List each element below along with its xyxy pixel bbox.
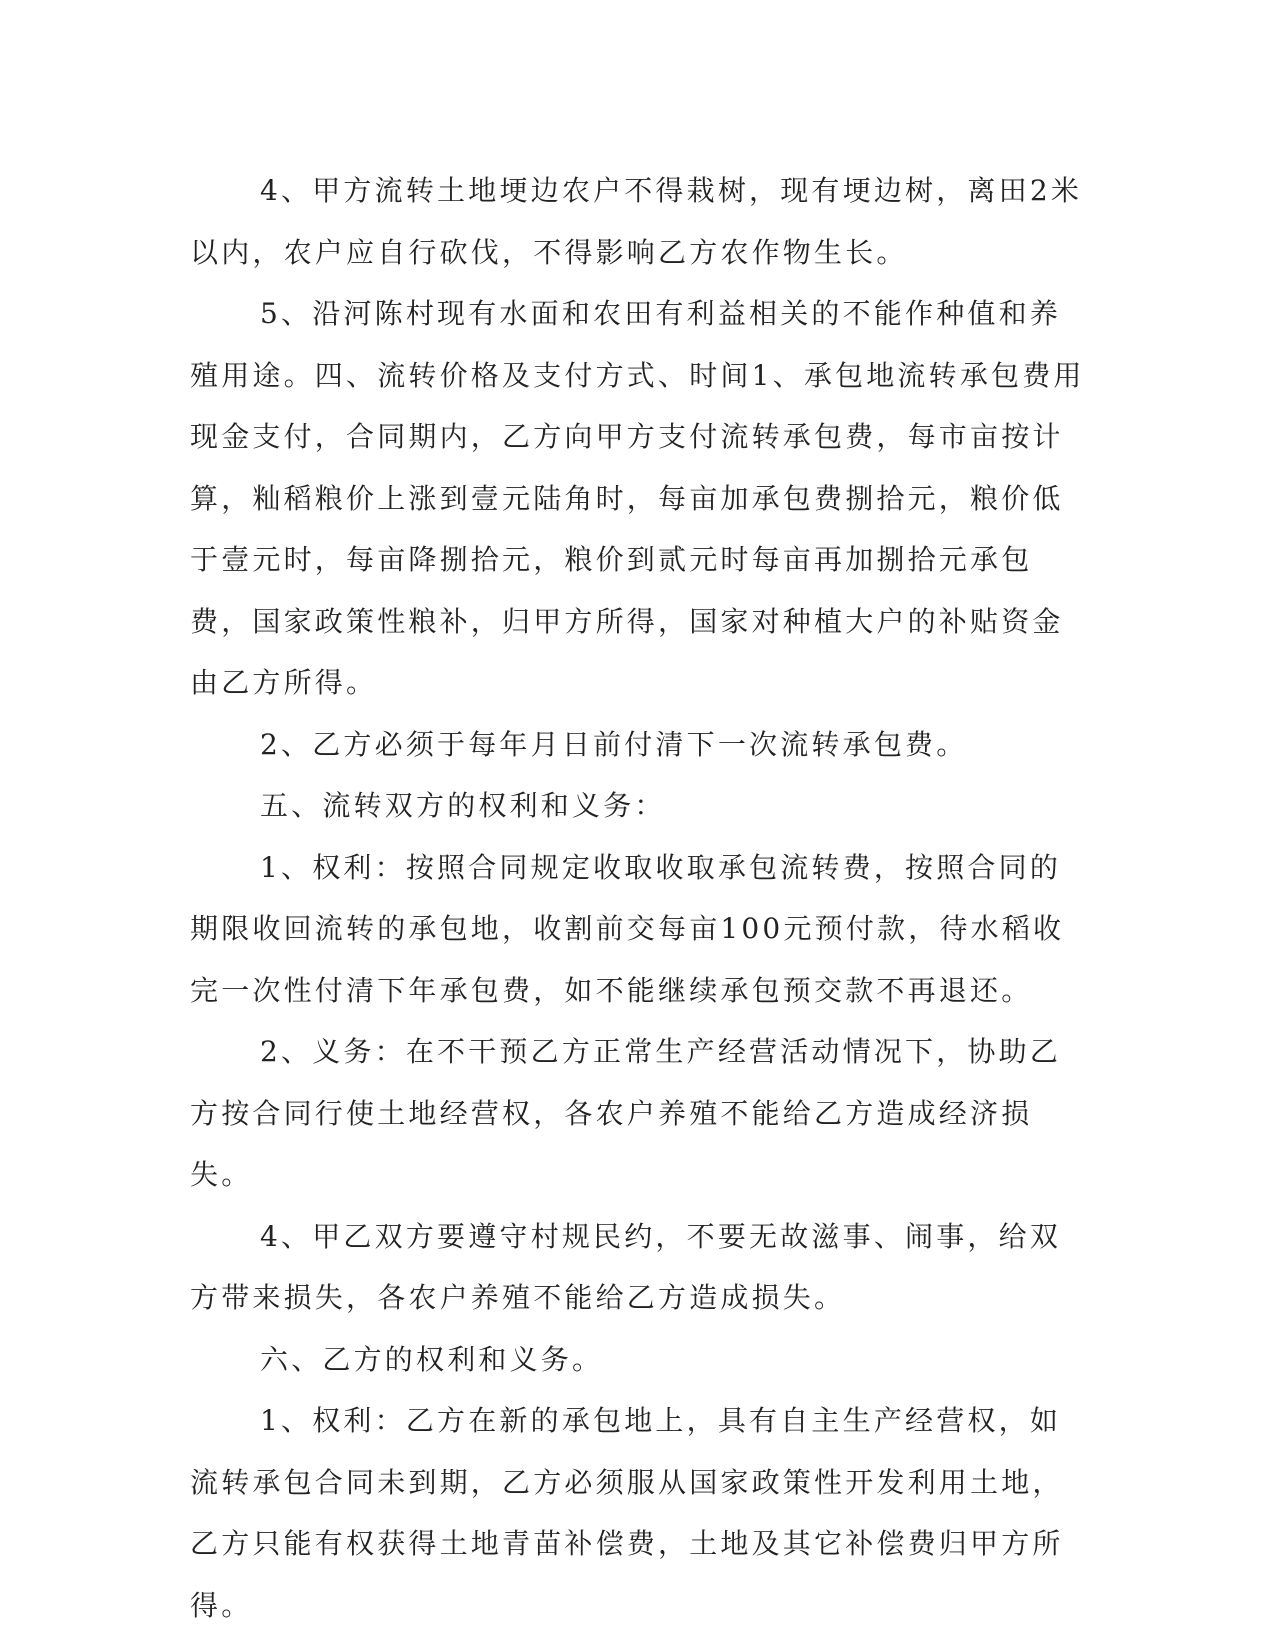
paragraph-clause-4-trees: 4、甲方流转土地埂边农户不得栽树，现有埂边树，离田2米以内，农户应自行砍伐，不得影响乙方农作物生长。	[190, 174, 1083, 269]
paragraph-rights-party-a: 1、权利：按照合同规定收取收取承包流转费，按照合同的期限收回流转的承包地，收割前交每亩100元预付款，待水稻收完一次性付清下年承包费，如不能继续承包预交款不再退还。	[190, 850, 1065, 1007]
paragraph-village-rules: 4、甲乙双方要遵守村规民约，不要无故滋事、闹事，给双方带来损失，各农户养殖不能给乙方造成损失。	[190, 1219, 1062, 1314]
section-heading-rights-duties-party-b: 六、乙方的权利和义务。	[260, 1342, 604, 1376]
paragraph-clause-5-price-payment: 5、沿河陈村现有水面和农田有利益相关的不能作种值和养殖用途。四、流转价格及支付方式、时间1、承包地流转承包费用现金支付，合同期内，乙方向甲方支付流转承包费，每市亩按计算，籼稻粮价上涨到壹元陆角时，每亩加承包费捌拾元，粮价低于壹元时，每亩降捌拾元，粮价到贰元时每亩再加捌拾元承包费，国家政策性粮补，归甲方所得，国家对种植大户的补贴资金由乙方所得。	[190, 297, 1085, 699]
paragraph-duties-party-a: 2、义务：在不干预乙方正常生产经营活动情况下，协助乙方按合同行使土地经营权，各农户养殖不能给乙方造成经济损失。	[190, 1035, 1062, 1191]
document-body	[190, 160, 1090, 1636]
paragraph-payment-deadline: 2、乙方必须于每年月日前付清下一次流转承包费。	[260, 727, 968, 761]
section-heading-rights-duties-both: 五、流转双方的权利和义务：	[260, 789, 666, 822]
paragraph-rights-party-b: 1、权利：乙方在新的承包地上，具有自主生产经营权，如流转承包合同未到期，乙方必须服从国家政策性开发利用土地，乙方只能有权获得土地青苗补偿费，土地及其它补偿费归甲方所得。	[190, 1404, 1064, 1622]
